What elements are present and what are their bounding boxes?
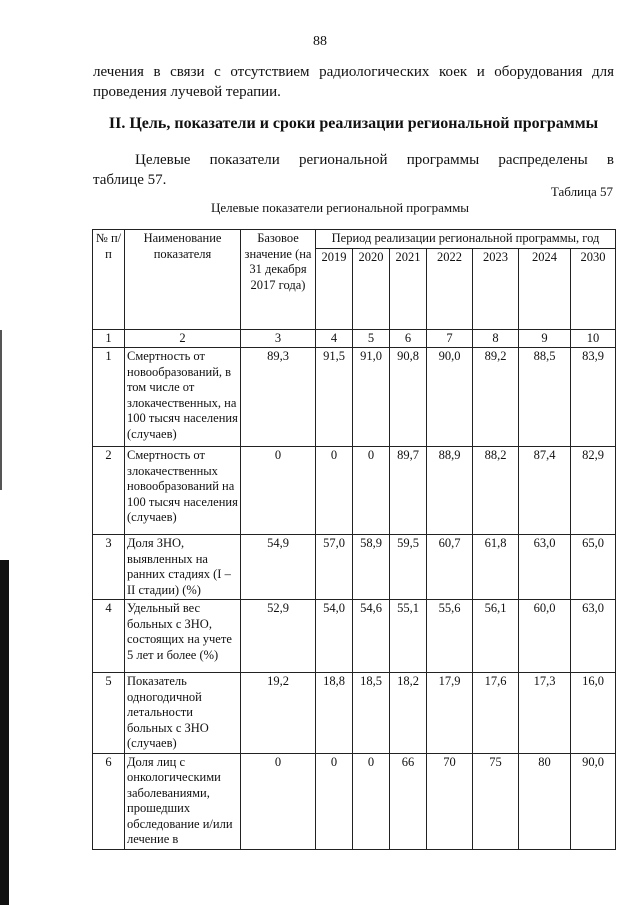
row-value: 83,9 <box>571 348 616 447</box>
scan-edge-shadow <box>0 560 9 905</box>
row-value: 90,8 <box>390 348 427 447</box>
row-value: 61,8 <box>473 535 519 600</box>
row-value: 88,9 <box>427 447 473 535</box>
row-value: 54,6 <box>353 600 390 673</box>
row-value: 58,9 <box>353 535 390 600</box>
paragraph-1 <box>93 62 614 102</box>
paragraph-1-line-1: лечения в связи с отсутствием радиологических коек и оборудования для <box>93 64 614 80</box>
header-year: 2024 <box>519 248 571 329</box>
row-value: 55,6 <box>427 600 473 673</box>
row-num: 6 <box>93 753 125 849</box>
row-value: 60,0 <box>519 600 571 673</box>
table-row <box>93 753 616 849</box>
header-base: Базовое значение (на 31 декабря 2017 года) <box>241 230 316 330</box>
scan-edge-mark <box>0 330 2 490</box>
paragraph-1-line-2: проведения лучевой терапии. <box>93 84 281 100</box>
row-base: 0 <box>241 753 316 849</box>
column-number: 5 <box>353 329 390 348</box>
header-period: Период реализации региональной программы, год <box>316 230 616 249</box>
header-year: 2022 <box>427 248 473 329</box>
row-value: 75 <box>473 753 519 849</box>
row-value: 90,0 <box>427 348 473 447</box>
row-value: 89,2 <box>473 348 519 447</box>
column-number: 9 <box>519 329 571 348</box>
table-row <box>93 600 616 673</box>
row-value: 17,9 <box>427 673 473 754</box>
column-number: 1 <box>93 329 125 348</box>
section-title: II. Цель, показатели и сроки реализации региональной программы <box>108 115 599 132</box>
row-value: 89,7 <box>390 447 427 535</box>
table-label: Таблица 57 <box>550 184 613 199</box>
row-base: 0 <box>241 447 316 535</box>
row-value: 91,5 <box>316 348 353 447</box>
row-name: Смертность от злокачественных новообразований на 100 тысяч населения (случаев) <box>125 447 241 535</box>
row-value: 66 <box>390 753 427 849</box>
column-number: 6 <box>390 329 427 348</box>
row-value: 88,2 <box>473 447 519 535</box>
row-base: 89,3 <box>241 348 316 447</box>
paragraph-2-line-2: таблице 57. <box>93 172 167 188</box>
row-value: 70 <box>427 753 473 849</box>
row-name: Удельный вес больных с ЗНО, состоящих на учете 5 лет и более (%) <box>125 600 241 673</box>
table-row <box>93 673 616 754</box>
row-value: 18,5 <box>353 673 390 754</box>
column-number: 4 <box>316 329 353 348</box>
row-value: 16,0 <box>571 673 616 754</box>
row-value: 63,0 <box>519 535 571 600</box>
row-num: 4 <box>93 600 125 673</box>
page-number: 88 <box>313 34 327 49</box>
indicators-table <box>92 229 616 850</box>
row-value: 91,0 <box>353 348 390 447</box>
row-base: 52,9 <box>241 600 316 673</box>
column-number: 2 <box>125 329 241 348</box>
header-name: Наименование показателя <box>125 230 241 330</box>
column-number: 10 <box>571 329 616 348</box>
header-year: 2020 <box>353 248 390 329</box>
row-num: 3 <box>93 535 125 600</box>
row-value: 65,0 <box>571 535 616 600</box>
column-number: 8 <box>473 329 519 348</box>
header-year: 2019 <box>316 248 353 329</box>
row-value: 17,6 <box>473 673 519 754</box>
row-value: 57,0 <box>316 535 353 600</box>
row-value: 90,0 <box>571 753 616 849</box>
row-value: 18,8 <box>316 673 353 754</box>
row-value: 87,4 <box>519 447 571 535</box>
row-value: 0 <box>316 447 353 535</box>
paragraph-2 <box>93 150 614 190</box>
row-value: 88,5 <box>519 348 571 447</box>
header-year: 2030 <box>571 248 616 329</box>
row-value: 18,2 <box>390 673 427 754</box>
row-value: 63,0 <box>571 600 616 673</box>
row-value: 17,3 <box>519 673 571 754</box>
row-value: 55,1 <box>390 600 427 673</box>
row-base: 54,9 <box>241 535 316 600</box>
table-header-row <box>93 230 616 249</box>
table-row <box>93 535 616 600</box>
row-value: 54,0 <box>316 600 353 673</box>
row-value: 82,9 <box>571 447 616 535</box>
row-value: 0 <box>353 447 390 535</box>
column-numbers-row <box>93 329 616 348</box>
row-name: Показатель одногодичной летальности больных с ЗНО (случаев) <box>125 673 241 754</box>
table-row <box>93 447 616 535</box>
header-year: 2021 <box>390 248 427 329</box>
row-value: 0 <box>316 753 353 849</box>
row-num: 2 <box>93 447 125 535</box>
row-name: Доля лиц с онкологическими заболеваниями, прошедших обследование и/или лечение в <box>125 753 241 849</box>
header-year: 2023 <box>473 248 519 329</box>
table-caption: Целевые показатели региональной программы <box>210 200 470 215</box>
row-base: 19,2 <box>241 673 316 754</box>
table-row <box>93 348 616 447</box>
row-name: Смертность от новообразований, в том числе от злокачественных, на 100 тысяч населения (случаев) <box>125 348 241 447</box>
paragraph-2-line-1: Целевые показатели региональной программы распределены в <box>135 152 614 168</box>
column-number: 7 <box>427 329 473 348</box>
row-value: 56,1 <box>473 600 519 673</box>
row-value: 59,5 <box>390 535 427 600</box>
row-value: 0 <box>353 753 390 849</box>
row-num: 1 <box>93 348 125 447</box>
header-num: № п/п <box>93 230 125 330</box>
row-value: 60,7 <box>427 535 473 600</box>
row-name: Доля ЗНО, выявленных на ранних стадиях (I – II стадии) (%) <box>125 535 241 600</box>
column-number: 3 <box>241 329 316 348</box>
row-value: 80 <box>519 753 571 849</box>
row-num: 5 <box>93 673 125 754</box>
